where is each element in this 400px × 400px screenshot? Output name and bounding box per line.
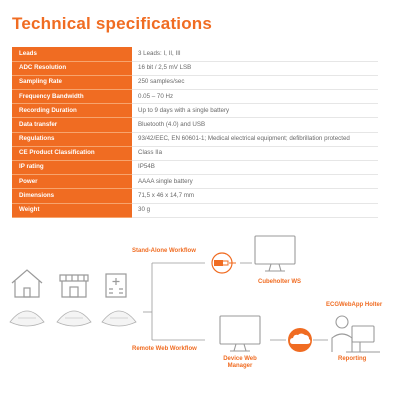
spec-label: Frequency Bandwidth: [12, 90, 132, 104]
holter-device-icon-3: [102, 311, 136, 326]
cubeholter-label: Cubeholter WS: [258, 279, 301, 285]
remote-workflow-label: Remote Web Workflow: [132, 346, 197, 352]
web-manager-monitor-icon: [220, 316, 260, 351]
ecgwebapp-holter-label: ECGWebApp Holter: [326, 302, 383, 308]
spec-label: CE Product Classification: [12, 146, 132, 160]
page-title: Technical specifications: [12, 14, 213, 33]
spec-label: Power: [12, 175, 132, 189]
spec-value: Up to 9 days with a single battery: [132, 104, 378, 118]
desktop-monitor-icon: [255, 236, 295, 271]
spec-value: 0.05 – 70 Hz: [132, 90, 378, 104]
spec-label: Recording Duration: [12, 104, 132, 118]
spec-value: Bluetooth (4.0) and USB: [132, 118, 378, 132]
spec-label: Weight: [12, 203, 132, 217]
spec-value: IP54B: [132, 161, 378, 175]
spec-value: 3 Leads: I, II, III: [132, 47, 378, 61]
cloud-icon: [288, 328, 312, 352]
spec-label: Regulations: [12, 132, 132, 146]
spec-label: IP rating: [12, 161, 132, 175]
spec-label: Leads: [12, 47, 132, 61]
holter-device-icon: [10, 311, 44, 326]
spec-label: Data transfer: [12, 118, 132, 132]
spec-value: 93/42/EEC, EN 60601-1; Medical electrical equipment; defibrillation protected: [132, 132, 378, 146]
spec-label: Dimensions: [12, 189, 132, 203]
spec-value: AAAA single battery: [132, 175, 378, 189]
spec-value: 30 g: [132, 203, 378, 217]
spec-value: Class IIa: [132, 146, 378, 160]
spec-value: 71,5 x 46 x 14,7 mm: [132, 189, 378, 203]
spec-value: 16 bit / 2,5 mV LSB: [132, 61, 378, 75]
doctor-reporting-icon: [332, 316, 380, 352]
device-web-manager-label: Device Web Manager: [223, 356, 257, 369]
home-icon: [12, 270, 42, 297]
reporting-label: Reporting: [338, 356, 367, 362]
spec-label: Sampling Rate: [12, 75, 132, 89]
spec-value: 250 samples/sec: [132, 75, 378, 89]
spec-label: ADC Resolution: [12, 61, 132, 75]
hospital-icon: [106, 274, 126, 297]
pharmacy-icon: [60, 275, 88, 297]
holter-device-icon-2: [57, 311, 91, 326]
standalone-workflow-label: Stand-Alone Workflow: [132, 248, 196, 254]
usb-cable-icon: [212, 253, 236, 273]
